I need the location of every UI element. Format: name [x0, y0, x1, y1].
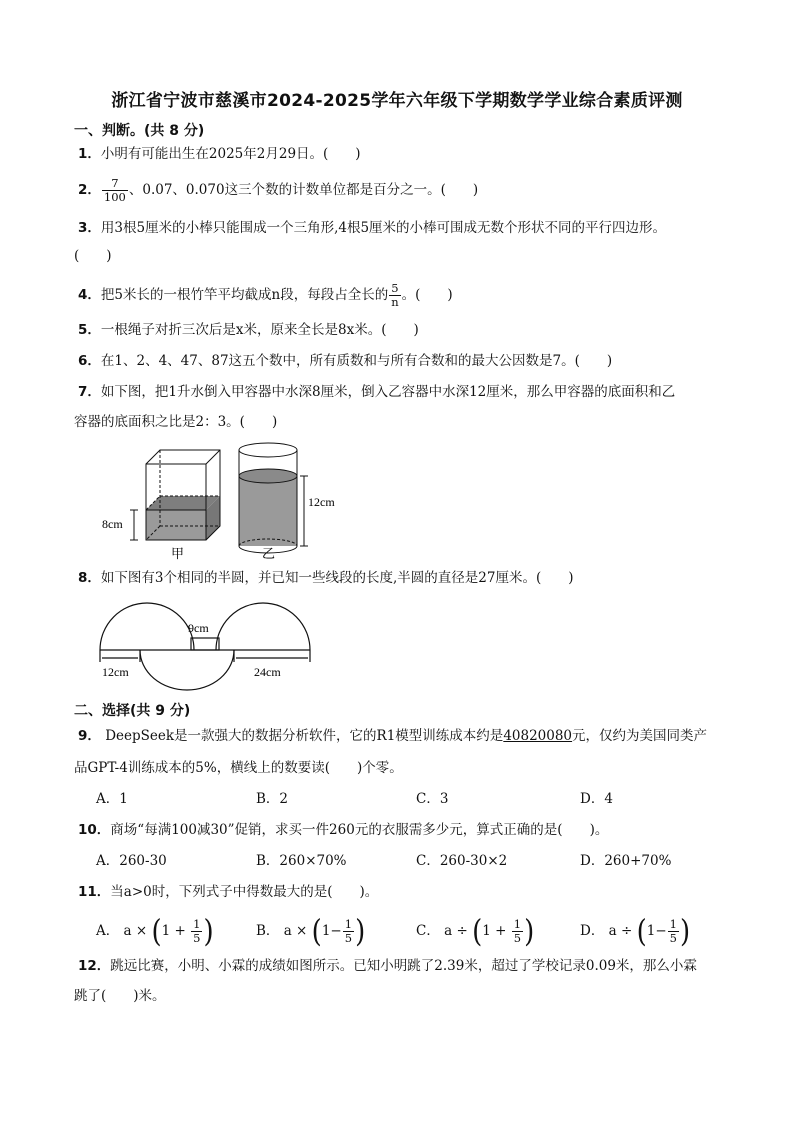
- question-8: [78, 568, 574, 588]
- question-number: 12．: [78, 958, 111, 974]
- option-expression: a ÷: [444, 923, 468, 939]
- fraction-numerator: 1: [513, 917, 522, 931]
- question-number: 11．: [78, 884, 111, 900]
- question-number: 1．: [78, 146, 101, 162]
- depth-label-a: 8cm: [102, 517, 123, 531]
- fraction: [668, 918, 679, 945]
- label-left: 12cm: [102, 665, 129, 679]
- fraction: [191, 918, 202, 945]
- fraction-denominator: n: [391, 295, 399, 309]
- question-3-continued: ( ): [74, 248, 112, 264]
- right-paren: ): [524, 913, 535, 950]
- question-text: 当a>0时，下列式子中得数最大的是( )。: [110, 884, 379, 900]
- label-right: 24cm: [254, 665, 281, 679]
- question-text: 小明有可能出生在2025年2月29日。( ): [100, 146, 361, 162]
- question-text: 在1、2、4、47、87这五个数中，所有质数和与所有合数和的最大公因数是7。( ): [100, 353, 613, 369]
- option-c[interactable]: C．3: [416, 791, 449, 807]
- left-paren: (: [311, 913, 322, 950]
- question-3: [78, 218, 666, 238]
- option-b[interactable]: B．260×70%: [256, 853, 347, 869]
- question-12: [78, 956, 697, 976]
- option-letter: A．: [96, 923, 120, 939]
- option-expression: a ×: [123, 923, 148, 939]
- fraction-denominator: 5: [344, 931, 353, 945]
- cylinder-water: [239, 476, 297, 546]
- option-letter: D．: [580, 923, 605, 939]
- option-sign: 1−: [646, 923, 667, 939]
- box-water: [146, 510, 206, 540]
- option-d[interactable]: D．4: [580, 791, 613, 807]
- left-paren: (: [151, 913, 162, 950]
- question-number: 7．: [78, 384, 101, 400]
- question-number: 2．: [78, 182, 101, 198]
- fraction-numerator: 1: [344, 917, 353, 931]
- underlined-number: 40820080: [503, 728, 573, 744]
- section-heading-choice: 二、选择(共 9 分): [74, 703, 191, 719]
- question-2: [78, 177, 478, 204]
- question-1: [78, 144, 361, 164]
- option-a[interactable]: A．1: [96, 791, 128, 807]
- page-title: 浙江省宁波市慈溪市2024-2025学年六年级下学期数学学业综合素质评测: [111, 91, 683, 111]
- question-7: [78, 382, 675, 402]
- container-label-b: 乙: [262, 546, 276, 560]
- right-paren: ): [355, 913, 366, 950]
- fraction-denominator: 5: [513, 931, 522, 945]
- question-11: [78, 882, 378, 902]
- fraction: [389, 282, 400, 309]
- question-number: 10．: [78, 822, 111, 838]
- question-12-continued: 跳了( )米。: [74, 988, 166, 1004]
- bottom-semicircle: [140, 650, 234, 690]
- option-c[interactable]: [416, 913, 535, 950]
- fraction-numerator: 1: [193, 917, 201, 931]
- fraction-numerator: 1: [669, 917, 677, 931]
- option-c[interactable]: C．260-30×2: [416, 853, 508, 869]
- question-text: 把5米长的一根竹竿平均截成n段，每段占全长的: [100, 287, 389, 303]
- question-number: 4．: [78, 287, 101, 303]
- left-paren: (: [472, 913, 483, 950]
- question-number: 8．: [78, 570, 101, 586]
- question-4: [78, 282, 453, 309]
- question-text: 如下图有3个相同的半圆，并已知一些线段的长度,半圆的直径是27厘米。( ): [100, 570, 574, 586]
- option-a[interactable]: [96, 913, 214, 950]
- option-d[interactable]: [580, 913, 691, 950]
- question-number: 9．: [78, 728, 101, 744]
- fraction-denominator: 100: [103, 190, 126, 204]
- depth-label-b: 12cm: [308, 495, 335, 509]
- right-semicircle: [216, 603, 310, 650]
- left-semicircle: [100, 603, 194, 650]
- containers-figure: [96, 440, 346, 560]
- fraction-denominator: 5: [669, 931, 677, 945]
- question-text: 跳远比赛，小明、小霖的成绩如图所示。已知小明跳了2.39米，超过了学校记录0.09米，那么小霖: [110, 958, 697, 974]
- section-heading-judgment: 一、判断。(共 8 分): [74, 123, 205, 139]
- fraction-numerator: 5: [389, 282, 400, 296]
- question-text: 、0.07、0.070这三个数的计数单位都是百分之一。( ): [128, 182, 479, 198]
- option-b[interactable]: [256, 913, 366, 950]
- question-7-continued: 容器的底面积之比是2：3。( ): [74, 414, 278, 430]
- question-text: 商场“每满100减30”促销，求买一件260元的衣服需多少元，算式正确的是( )。: [110, 822, 609, 838]
- question-10: [78, 820, 608, 840]
- option-sign: 1−: [321, 923, 342, 939]
- option-a[interactable]: A．260-30: [96, 853, 167, 869]
- option-expression: a ×: [283, 923, 308, 939]
- right-paren: ): [679, 913, 691, 950]
- cylinder-water-top: [239, 469, 297, 483]
- fraction: [512, 918, 523, 945]
- option-sign: 1 +: [482, 923, 511, 939]
- question-number: 3．: [78, 220, 101, 236]
- depth-arrow-b: [300, 476, 308, 546]
- question-text: 如下图，把1升水倒入甲容器中水深8厘米，倒入乙容器中水深12厘米，那么甲容器的底面积和乙: [100, 384, 676, 400]
- semicircles-figure: [96, 596, 316, 696]
- depth-arrow-a: [130, 510, 138, 540]
- question-6: [78, 351, 612, 371]
- question-number: 6．: [78, 353, 101, 369]
- fraction-numerator: 7: [102, 177, 128, 191]
- question-number: 5．: [78, 322, 101, 338]
- right-paren: ): [203, 913, 214, 950]
- label-top: 9cm: [188, 621, 209, 635]
- fraction: [102, 177, 128, 204]
- question-9: [78, 726, 707, 746]
- question-text: DeepSeek是一款强大的数据分析软件，它的R1模型训练成本约是: [100, 728, 504, 744]
- fraction-denominator: 5: [193, 931, 201, 945]
- question-5: [78, 320, 419, 340]
- container-label-a: 甲: [171, 546, 185, 560]
- option-letter: C．: [416, 923, 440, 939]
- option-expression: a ÷: [608, 923, 633, 939]
- option-sign: 1 +: [161, 923, 191, 939]
- question-text: 用3根5厘米的小棒只能围成一个三角形,4根5厘米的小棒可围成无数个形状不同的平行四边形。: [100, 220, 667, 236]
- option-d[interactable]: D．260+70%: [580, 853, 672, 869]
- option-letter: B．: [256, 923, 280, 939]
- question-text-after: 。( ): [401, 287, 453, 303]
- center-gap: [191, 638, 219, 650]
- question-9-continued: 品GPT-4训练成本的5%，横线上的数要读( )个零。: [74, 760, 403, 776]
- question-text-post: 元，仅约为美国同类产: [572, 728, 708, 744]
- question-text: 一根绳子对折三次后是x米，原来全长是8x米。( ): [100, 322, 419, 338]
- left-paren: (: [636, 913, 647, 950]
- option-b[interactable]: B．2: [256, 791, 289, 807]
- fraction: [343, 918, 354, 945]
